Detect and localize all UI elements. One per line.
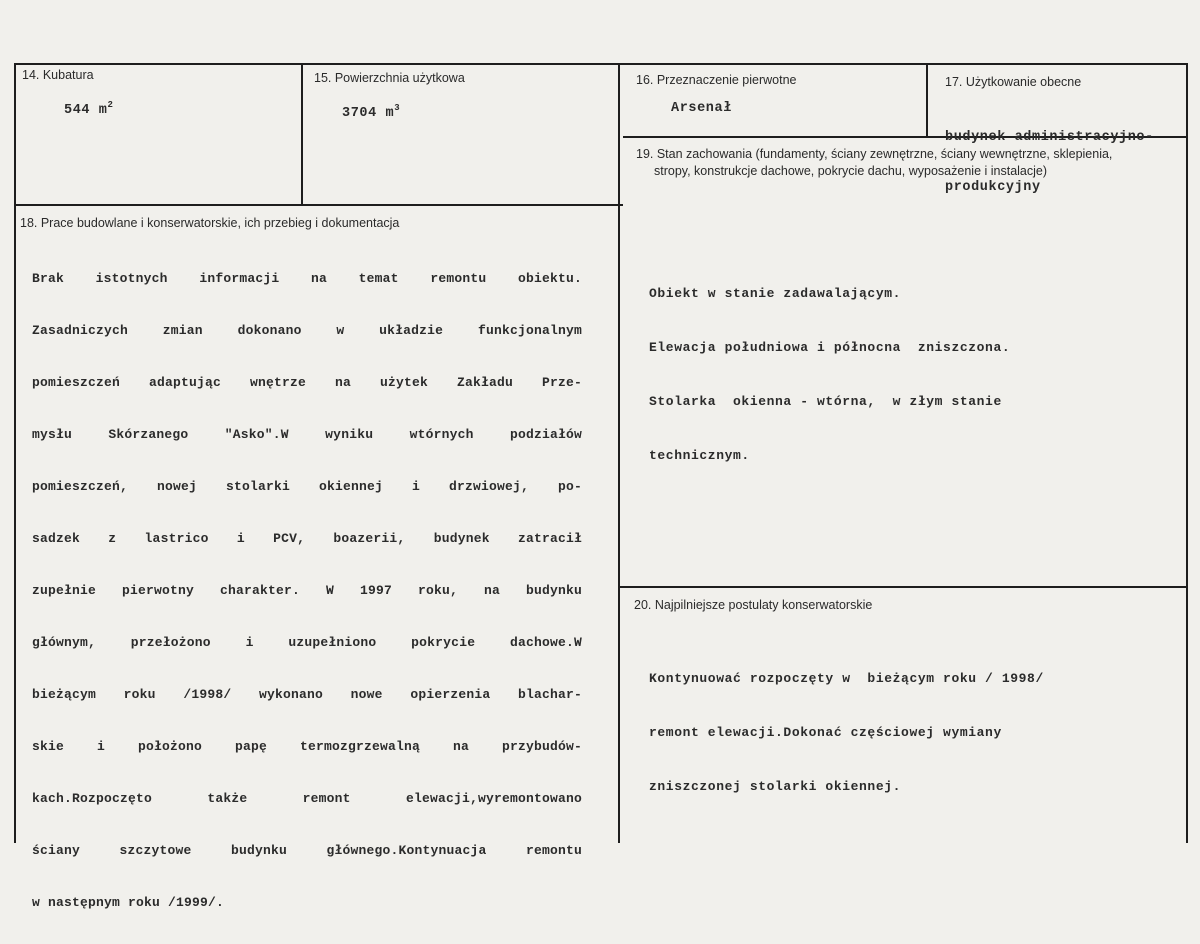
left-border: [14, 63, 16, 843]
field-20-text: [649, 637, 1044, 829]
works-line: pomieszczeń adaptując wnętrze na użytek Zakładu Prze-: [32, 375, 582, 390]
condition-line: technicznym.: [649, 448, 750, 463]
field-18-text: [32, 238, 582, 944]
field-16-value: Arsenał: [671, 101, 732, 116]
field-19-label-line2: stropy, konstrukcje dachowe, pokrycie dachu, wyposażenie i instalacje): [654, 164, 1048, 178]
field-15-value: [342, 103, 400, 121]
right-border: [1186, 63, 1188, 843]
works-line: w następnym roku /1999/.: [32, 895, 225, 910]
field-14-label: 14. Kubatura: [22, 68, 94, 82]
works-line: sadzek z lastrico i PCV, boazerii, budynek zatracił: [32, 531, 582, 546]
field-19-label-line1: 19. Stan zachowania (fundamenty, ściany zewnętrzne, ściany wewnętrzne, sklepienia,: [636, 147, 1113, 161]
powierzchnia-value: 3704 m: [342, 106, 395, 121]
works-line: pomieszczeń, nowej stolarki okiennej i drzwiowej, po-: [32, 479, 582, 494]
condition-line: Stolarka okienna - wtórna, w złym stanie: [649, 394, 1002, 409]
field-20-label: 20. Najpilniejsze postulaty konserwatorskie: [634, 598, 873, 612]
condition-line: Obiekt w stanie zadawalającym.: [649, 286, 902, 301]
divider-16-17: [926, 63, 928, 138]
works-line: kach.Rozpoczęto także remont elewacji,wyremontowano: [32, 791, 582, 806]
postulate-line: Kontynuować rozpoczęty w bieżącym roku / 1998/: [649, 671, 1044, 686]
works-line: ściany szczytowe budynku głównego.Kontynuacja remontu: [32, 843, 582, 858]
rule-above-20: [620, 586, 1187, 588]
works-line: Zasadniczych zmian dokonano w układzie funkcjonalnym: [32, 323, 582, 338]
kubatura-unit-exponent: 2: [107, 100, 114, 110]
field-19-text: [649, 252, 1010, 498]
field-19-label: [636, 146, 1112, 180]
works-line: bieżącym roku /1998/ wykonano nowe opierzenia blachar-: [32, 687, 582, 702]
field-14-value: [64, 100, 114, 118]
usage-line: budynek administracyjno-: [945, 130, 1154, 145]
field-16-label: 16. Przeznaczenie pierwotne: [636, 73, 797, 87]
works-line: mysłu Skórzanego "Asko".W wyniku wtórnych podziałów: [32, 427, 582, 442]
postulate-line: zniszczonej stolarki okiennej.: [649, 779, 902, 794]
condition-line: Elewacja południowa i północna zniszczona.: [649, 340, 1011, 355]
kubatura-value: 544 m: [64, 103, 108, 118]
center-divider: [618, 63, 620, 843]
works-line: skie i położono papę termozgrzewalną na przybudów-: [32, 739, 582, 754]
postulate-line: remont elewacji.Dokonać częściowej wymiany: [649, 725, 1002, 740]
works-line: Brak istotnych informacji na temat remontu obiektu.: [32, 271, 582, 286]
field-15-label: 15. Powierzchnia użytkowa: [314, 71, 465, 85]
field-18-label: 18. Prace budowlane i konserwatorskie, ich przebieg i dokumentacja: [20, 216, 400, 230]
rule-below-14-15: [15, 204, 623, 206]
works-line: głównym, przełożono i uzupełniono pokrycie dachowe.W: [32, 635, 582, 650]
divider-14-15: [301, 63, 303, 206]
usage-line: produkcyjny: [945, 180, 1041, 195]
top-rule: [15, 63, 1187, 65]
powierzchnia-unit-exponent: 3: [394, 103, 401, 113]
works-line: zupełnie pierwotny charakter. W 1997 roku, na budynku: [32, 583, 582, 598]
field-17-label: 17. Użytkowanie obecne: [945, 75, 1082, 89]
